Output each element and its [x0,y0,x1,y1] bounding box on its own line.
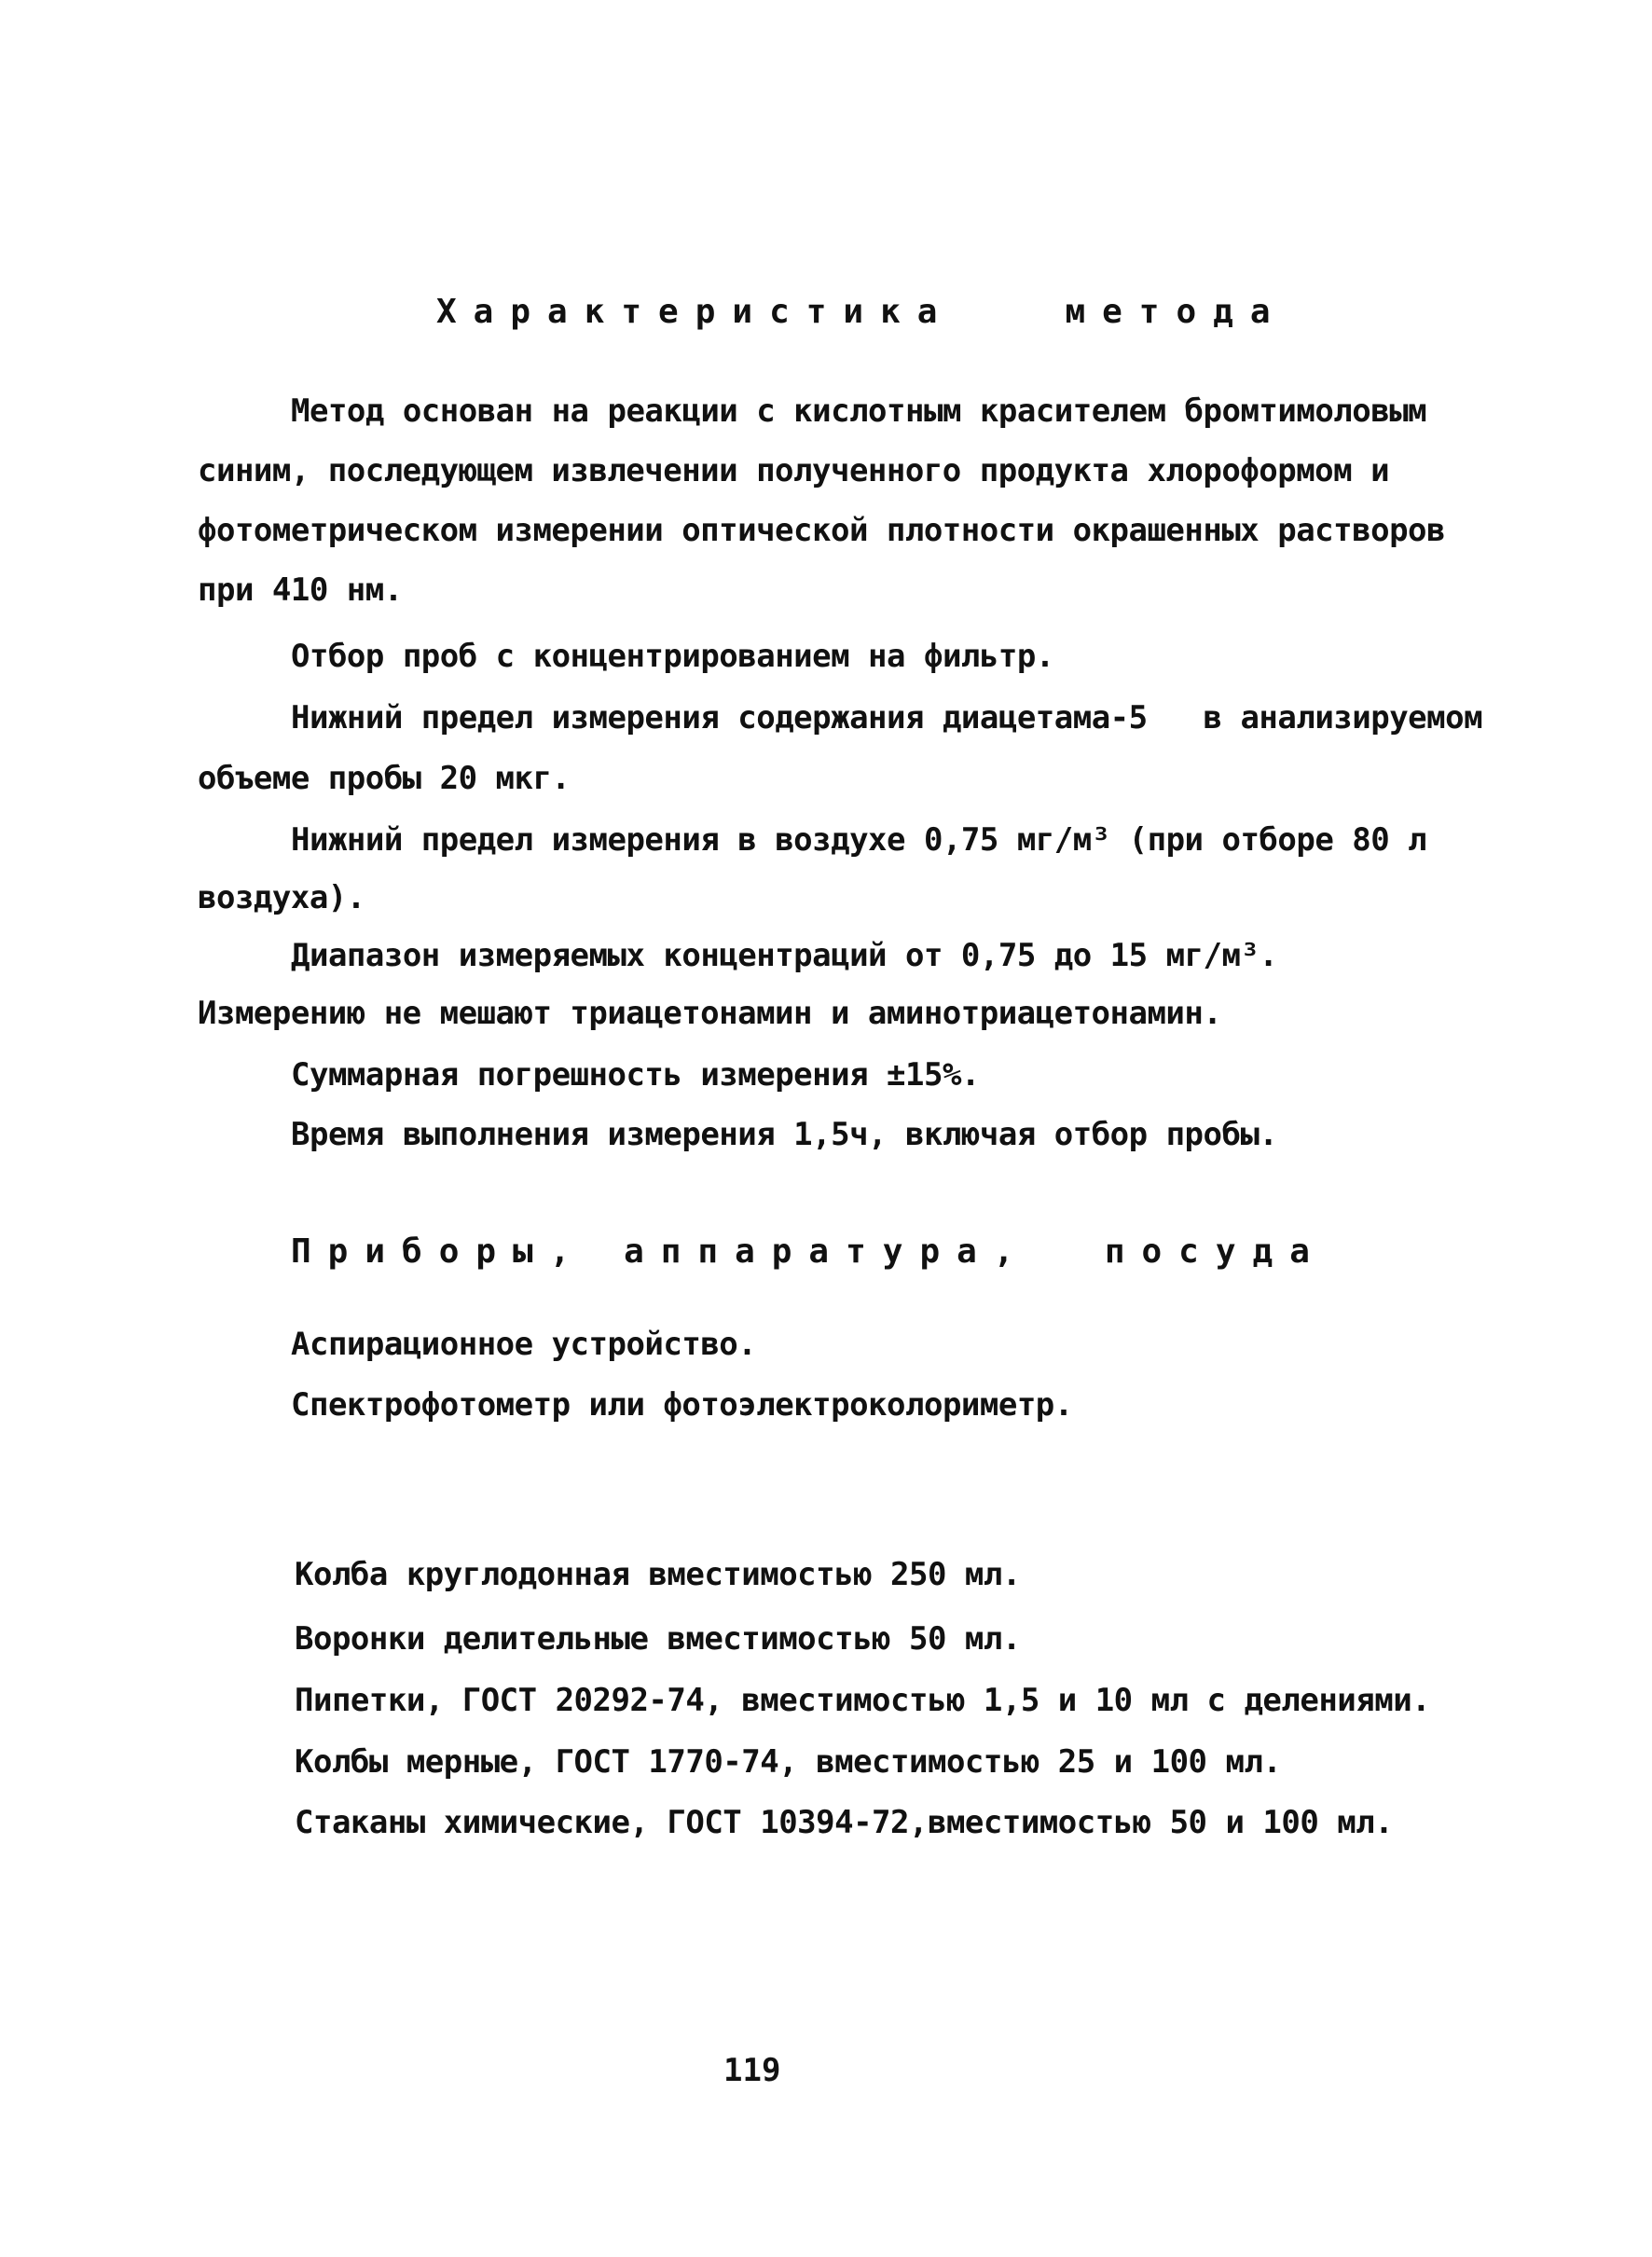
text-line: Измерению не мешают триацетонамин и аминотриацетонамин. [198,995,1222,1032]
text-line: воздуха). [198,879,365,916]
text-line: фотометрическом измерении оптической плотности окрашенных растворов [198,512,1445,549]
text-line: синим, последующем извлечении полученного продукта хлороформом и [198,452,1390,489]
text-line: Пипетки, ГОСТ 20292-74, вместимостью 1,5 и 10 мл с делениями. [295,1682,1431,1719]
section-title-instruments: Приборы, аппаратура, посуда [291,1232,1327,1271]
page-number: 119 [723,2052,781,2089]
text-line: Спектрофотометр или фотоэлектроколориметр. [291,1386,1073,1424]
text-line: Метод основан на реакции с кислотным красителем бромтимоловым [291,392,1427,430]
text-line: Колбы мерные, ГОСТ 1770-74, вместимостью 25 и 100 мл. [295,1743,1282,1781]
text-line: Нижний предел измерения в воздухе 0,75 мг/м³ (при отборе 80 л [291,821,1427,859]
text-line: при 410 нм. [198,571,403,609]
text-line: Время выполнения измерения 1,5ч, включая отбор пробы. [291,1116,1278,1153]
section-title-method-characteristics: Характеристика метода [436,293,1287,331]
text-line: Нижний предел измерения содержания диацетама-5 в анализируемом [291,699,1483,736]
text-line: Аспирационное устройство. [291,1326,757,1363]
text-line: объеме пробы 20 мкг. [198,760,571,797]
text-line: Колба круглодонная вместимостью 250 мл. [295,1556,1021,1593]
text-line: Стаканы химические, ГОСТ 10394-72,вместимостью 50 и 100 мл. [295,1804,1394,1841]
text-line: Суммарная погрешность измерения ±15%. [291,1056,980,1094]
text-line: Воронки делительные вместимостью 50 мл. [295,1620,1021,1658]
text-line: Диапазон измеряемых концентраций от 0,75 до 15 мг/м³. [291,937,1278,974]
text-line: Отбор проб с концентрированием на фильтр. [291,638,1054,675]
